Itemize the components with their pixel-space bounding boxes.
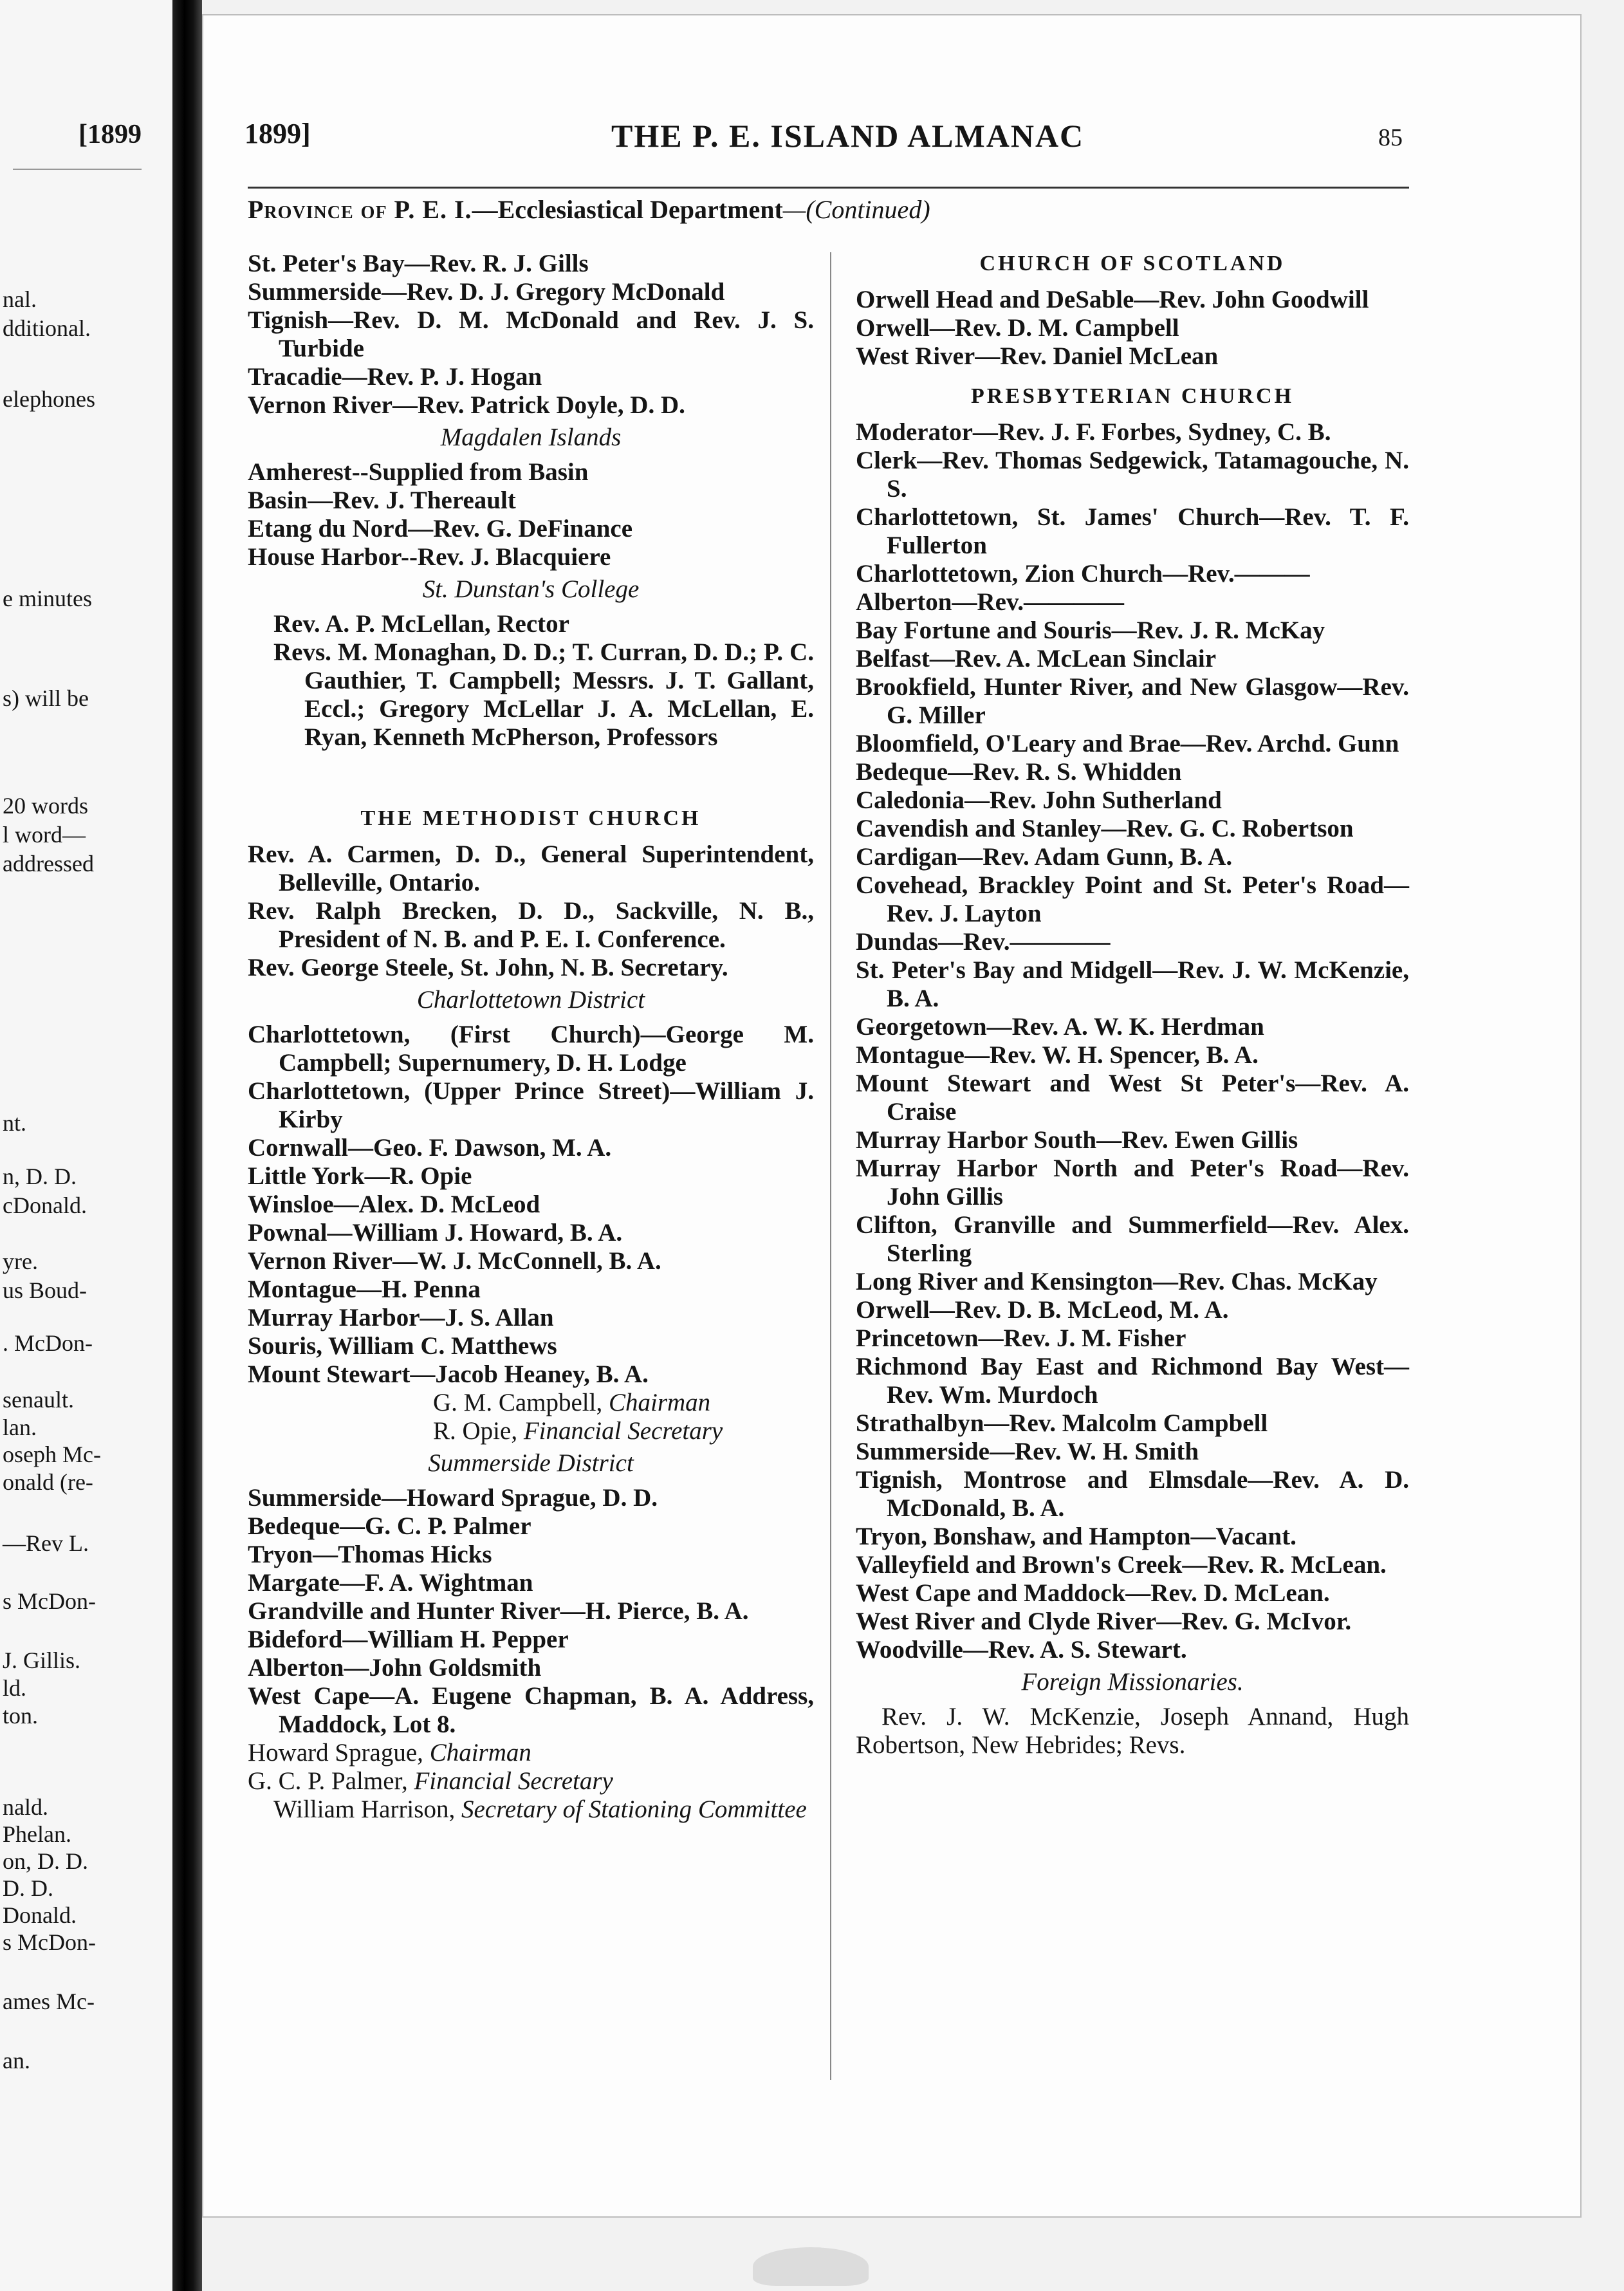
- summerside-entry: Tryon—Thomas Hicks: [248, 1541, 492, 1568]
- presbyterian-entry: Charlottetown, St. James' Church—Rev. T. F. Fullerton: [856, 503, 1409, 559]
- presbyterian-entry: Bedeque—Rev. R. S. Whidden: [856, 758, 1182, 786]
- charlottetown-entry: Charlottetown, (First Church)—George M. Campbell; Supernumery, D. H. Lodge: [248, 1021, 814, 1077]
- presbyterian-entry: Belfast—Rev. A. McLean Sinclair: [856, 645, 1217, 672]
- charlottetown-entries: [248, 1021, 814, 1389]
- previous-page-fragment: on, D. D.: [3, 1848, 88, 1874]
- previous-page-rule: [13, 169, 142, 170]
- spacer: [248, 752, 814, 793]
- section-heading: [248, 194, 930, 225]
- charlottetown-chairman: [248, 1389, 814, 1417]
- previous-page-fragment: nald.: [3, 1794, 48, 1820]
- page-number: 85: [1378, 124, 1403, 151]
- methodist-entry: Rev. George Steele, St. John, N. B. Secretary.: [248, 954, 728, 981]
- scotland-heading: CHURCH OF SCOTLAND: [979, 252, 1286, 275]
- previous-page-fragment: addressed: [3, 851, 94, 877]
- foreign-missionaries-text: Rev. J. W. McKenzie, Joseph Annand, Hugh Robertson, New Hebrides; Revs.: [856, 1703, 1409, 1759]
- previous-page-fragment: 20 words: [3, 793, 88, 819]
- section-heading-department: —Ecclesiastical Department: [472, 195, 783, 224]
- previous-page-fragment: lan.: [3, 1414, 37, 1440]
- presbyterian-entry: St. Peter's Bay and Midgell—Rev. J. W. McKenzie, B. A.: [856, 956, 1409, 1012]
- presbyterian-entry: Bay Fortune and Souris—Rev. J. R. McKay: [856, 617, 1325, 644]
- summerside-district-heading: Summerside District: [428, 1449, 634, 1477]
- charlottetown-entry: Winsloe—Alex. D. McLeod: [248, 1191, 540, 1218]
- scotland-entry: Orwell Head and DeSable—Rev. John Goodwill: [856, 286, 1369, 313]
- dunstan-heading: St. Dunstan's College: [422, 575, 640, 603]
- catholic-entry: Tignish—Rev. D. M. McDonald and Rev. J. S. Turbide: [248, 306, 814, 362]
- previous-page-fragment: dditional.: [3, 315, 91, 341]
- presbyterian-entry: Princetown—Rev. J. M. Fisher: [856, 1324, 1186, 1352]
- summerside-entry: Grandville and Hunter River—H. Pierce, B. A.: [248, 1597, 749, 1625]
- presbyterian-entry: West River and Clyde River—Rev. G. McIvor.: [856, 1608, 1352, 1635]
- presbyterian-entry: Summerside—Rev. W. H. Smith: [856, 1438, 1199, 1465]
- presbyterian-entry: Dundas—Rev.————: [856, 928, 1111, 956]
- charlottetown-entry: Charlottetown, (Upper Prince Street)—William J. Kirby: [248, 1077, 814, 1133]
- presbyterian-entry: Murray Harbor South—Rev. Ewen Gillis: [856, 1126, 1298, 1154]
- summerside-entry: Alberton—John Goldsmith: [248, 1654, 542, 1682]
- presbyterian-entry: Charlottetown, Zion Church—Rev.———: [856, 560, 1310, 588]
- catholic-entry: Summerside—Rev. D. J. Gregory McDonald: [248, 278, 725, 306]
- catholic-entry: Tracadie—Rev. P. J. Hogan: [248, 363, 542, 391]
- scotland-entry: Orwell—Rev. D. M. Campbell: [856, 314, 1179, 342]
- summerside-entry: Bideford—William H. Pepper: [248, 1626, 569, 1653]
- methodist-entry: Rev. Ralph Brecken, D. D., Sackville, N. B., President of N. B. and P. E. I. Conference.: [248, 897, 814, 953]
- previous-page-fragment: yre.: [3, 1248, 38, 1274]
- summerside-fin-role: Financial Secretary: [414, 1767, 613, 1795]
- charlottetown-entry: Mount Stewart—Jacob Heaney, B. A.: [248, 1360, 649, 1388]
- charlottetown-entry: Cornwall—Geo. F. Dawson, M. A.: [248, 1134, 612, 1162]
- previous-page-fragment: onald (re-: [3, 1469, 93, 1495]
- presbyterian-entry: Richmond Bay East and Richmond Bay West—Rev. Wm. Murdoch: [856, 1353, 1409, 1409]
- presbyterian-entry: Strathalbyn—Rev. Malcolm Campbell: [856, 1409, 1268, 1437]
- presbyterian-entry: West Cape and Maddock—Rev. D. McLean.: [856, 1579, 1330, 1607]
- presbyterian-entry: Tignish, Montrose and Elmsdale—Rev. A. D. McDonald, B. A.: [856, 1466, 1409, 1522]
- presbyterian-entry: Cavendish and Stanley—Rev. G. C. Robertson: [856, 815, 1354, 842]
- previous-page-fragments: [0, 0, 172, 2291]
- magdalen-entry: Basin—Rev. J. Thereault: [248, 487, 516, 514]
- summerside-chairman: [248, 1739, 814, 1767]
- previous-page-fragment: us Boud-: [3, 1277, 88, 1303]
- charlottetown-entry: Montague—H. Penna: [248, 1275, 481, 1303]
- previous-page-fragment: nal.: [3, 286, 37, 312]
- charlottetown-district-heading: Charlottetown District: [416, 986, 645, 1014]
- section-heading-province: Province of P. E. I.: [248, 195, 472, 224]
- charlottetown-fin-name: R. Opie,: [433, 1417, 524, 1445]
- previous-page-fragment: Phelan.: [3, 1821, 71, 1847]
- summerside-entry: Summerside—Howard Sprague, D. D.: [248, 1484, 658, 1512]
- previous-page-fragment: nt.: [3, 1110, 27, 1136]
- summerside-stat-name: William Harrison,: [273, 1795, 461, 1823]
- previous-page-fragment: e minutes: [3, 586, 92, 611]
- left-column: [248, 250, 814, 1824]
- presbyterian-entry: Murray Harbor North and Peter's Road—Rev. John Gillis: [856, 1155, 1409, 1210]
- charlottetown-entry: Little York—R. Opie: [248, 1162, 472, 1190]
- presbyterian-entry: Woodville—Rev. A. S. Stewart.: [856, 1636, 1187, 1664]
- summerside-fin-name: G. C. P. Palmer,: [248, 1767, 414, 1795]
- charlottetown-entry: Pownal—William J. Howard, B. A.: [248, 1219, 623, 1247]
- binding-shadow: [753, 2247, 869, 2286]
- presbyterian-heading: PRESBYTERIAN CHURCH: [971, 384, 1294, 408]
- presbyterian-entries: [856, 418, 1409, 1664]
- previous-page-fragment: l word—: [3, 822, 86, 848]
- previous-page-fragment: elephones: [3, 386, 95, 412]
- magdalen-entry: Etang du Nord—Rev. G. DeFinance: [248, 515, 633, 543]
- magdalen-entry: House Harbor--Rev. J. Blacquiere: [248, 543, 611, 571]
- book-spine: [172, 0, 202, 2291]
- header-rule: [248, 187, 1409, 189]
- previous-page-header: [1899: [78, 120, 142, 149]
- previous-page-fragment: n, D. D.: [3, 1164, 77, 1189]
- methodist-heading: THE METHODIST CHURCH: [360, 806, 701, 830]
- dunstan-rector: Rev. A. P. McLellan, Rector: [273, 610, 569, 638]
- previous-page-fragment: D. D.: [3, 1875, 53, 1901]
- presbyterian-entry: Caledonia—Rev. John Sutherland: [856, 786, 1222, 814]
- previous-page-fragment: senault.: [3, 1387, 74, 1413]
- summerside-entry: Bedeque—G. C. P. Palmer: [248, 1512, 531, 1540]
- presbyterian-entry: Moderator—Rev. J. F. Forbes, Sydney, C. B.: [856, 418, 1331, 446]
- charlottetown-entry: Murray Harbor—J. S. Allan: [248, 1304, 554, 1331]
- previous-page-fragment: an.: [3, 2048, 30, 2073]
- right-column: [856, 250, 1409, 1759]
- presbyterian-entry: Clifton, Granville and Summerfield—Rev. Alex. Sterling: [856, 1211, 1409, 1267]
- catholic-entry: St. Peter's Bay—Rev. R. J. Gills: [248, 250, 589, 277]
- summerside-chairman-name: Howard Sprague,: [248, 1739, 430, 1767]
- catholic-entry: Vernon River—Rev. Patrick Doyle, D. D.: [248, 391, 685, 419]
- presbyterian-entry: Valleyfield and Brown's Creek—Rev. R. McLean.: [856, 1551, 1387, 1579]
- magdalen-entries: [248, 458, 814, 571]
- previous-page-fragment: . McDon-: [3, 1330, 93, 1356]
- presbyterian-entry: Covehead, Brackley Point and St. Peter's Road—Rev. J. Layton: [856, 871, 1409, 927]
- summerside-entry: Margate—F. A. Wightman: [248, 1569, 533, 1597]
- previous-page-fragment: s) will be: [3, 685, 89, 711]
- presbyterian-entry: Cardigan—Rev. Adam Gunn, B. A.: [856, 843, 1233, 871]
- presbyterian-entry: Mount Stewart and West St Peter's—Rev. A. Craise: [856, 1070, 1409, 1126]
- presbyterian-entry: Orwell—Rev. D. B. McLeod, M. A.: [856, 1296, 1229, 1324]
- summerside-entry: West Cape—A. Eugene Chapman, B. A. Address, Maddock, Lot 8.: [248, 1682, 814, 1738]
- catholic-entries: [248, 250, 814, 420]
- summerside-entries: [248, 1484, 814, 1739]
- previous-page-fragment: ton.: [3, 1703, 39, 1729]
- charlottetown-chairman-name: G. M. Campbell,: [433, 1389, 609, 1416]
- previous-page-fragment: —Rev L.: [3, 1530, 89, 1556]
- summerside-stationing-secretary: [248, 1795, 814, 1824]
- charlottetown-chairman-role: Chairman: [608, 1389, 711, 1416]
- charlottetown-financial-secretary: [248, 1417, 814, 1445]
- summerside-chairman-role: Chairman: [429, 1739, 531, 1767]
- summerside-stat-role: Secretary of Stationing Committee: [461, 1795, 807, 1823]
- previous-page-fragment: ames Mc-: [3, 1989, 95, 2014]
- previous-page-fragment: ld.: [3, 1675, 27, 1701]
- presbyterian-entry: Alberton—Rev.————: [856, 588, 1125, 616]
- magdalen-heading: Magdalen Islands: [440, 423, 622, 451]
- charlottetown-fin-role: Financial Secretary: [523, 1417, 723, 1445]
- section-heading-continued: —(Continued): [782, 195, 930, 224]
- previous-page-fragment: s McDon-: [3, 1929, 96, 1955]
- running-header: [245, 117, 1403, 162]
- presbyterian-entry: Brookfield, Hunter River, and New Glasgow—Rev. G. Miller: [856, 673, 1409, 729]
- header-title: THE P. E. ISLAND ALMANAC: [611, 118, 1085, 154]
- previous-page-fragment: cDonald.: [3, 1192, 87, 1218]
- magdalen-entry: Amherest--Supplied from Basin: [248, 458, 589, 486]
- charlottetown-entry: Souris, William C. Matthews: [248, 1332, 557, 1360]
- charlottetown-entry: Vernon River—W. J. McConnell, B. A.: [248, 1247, 661, 1275]
- header-year: 1899]: [245, 118, 311, 149]
- previous-page-fragment: oseph Mc-: [3, 1442, 101, 1467]
- previous-page-fragment: J. Gillis.: [3, 1647, 81, 1673]
- foreign-missionaries-heading: Foreign Missionaries.: [1021, 1668, 1244, 1696]
- presbyterian-entry: Long River and Kensington—Rev. Chas. McKay: [856, 1268, 1378, 1295]
- scotland-entries: [856, 286, 1409, 371]
- summerside-financial-secretary: [248, 1767, 814, 1795]
- scotland-entry: West River—Rev. Daniel McLean: [856, 342, 1219, 370]
- previous-page-fragment: Donald.: [3, 1902, 77, 1928]
- dunstan-professors: Revs. M. Monaghan, D. D.; T. Curran, D. D.; P. C. Gauthier, T. Campbell; Messrs. J. T. Gallant, Eccl.; Gregory McLellar J. A. McLellan, E. Ryan, Kenneth McPherson, Professors: [273, 638, 814, 751]
- previous-page-fragment: s McDon-: [3, 1588, 96, 1614]
- presbyterian-entry: Georgetown—Rev. A. W. K. Herdman: [856, 1013, 1264, 1041]
- column-divider: [830, 252, 831, 2080]
- methodist-entry: Rev. A. Carmen, D. D., General Superintendent, Belleville, Ontario.: [248, 840, 814, 896]
- presbyterian-entry: Tryon, Bonshaw, and Hampton—Vacant.: [856, 1523, 1296, 1550]
- methodist-entries: [248, 840, 814, 982]
- presbyterian-entry: Clerk—Rev. Thomas Sedgewick, Tatamagouche, N. S.: [856, 447, 1409, 503]
- presbyterian-entry: Bloomfield, O'Leary and Brae—Rev. Archd. Gunn: [856, 730, 1399, 757]
- presbyterian-entry: Montague—Rev. W. H. Spencer, B. A.: [856, 1041, 1259, 1069]
